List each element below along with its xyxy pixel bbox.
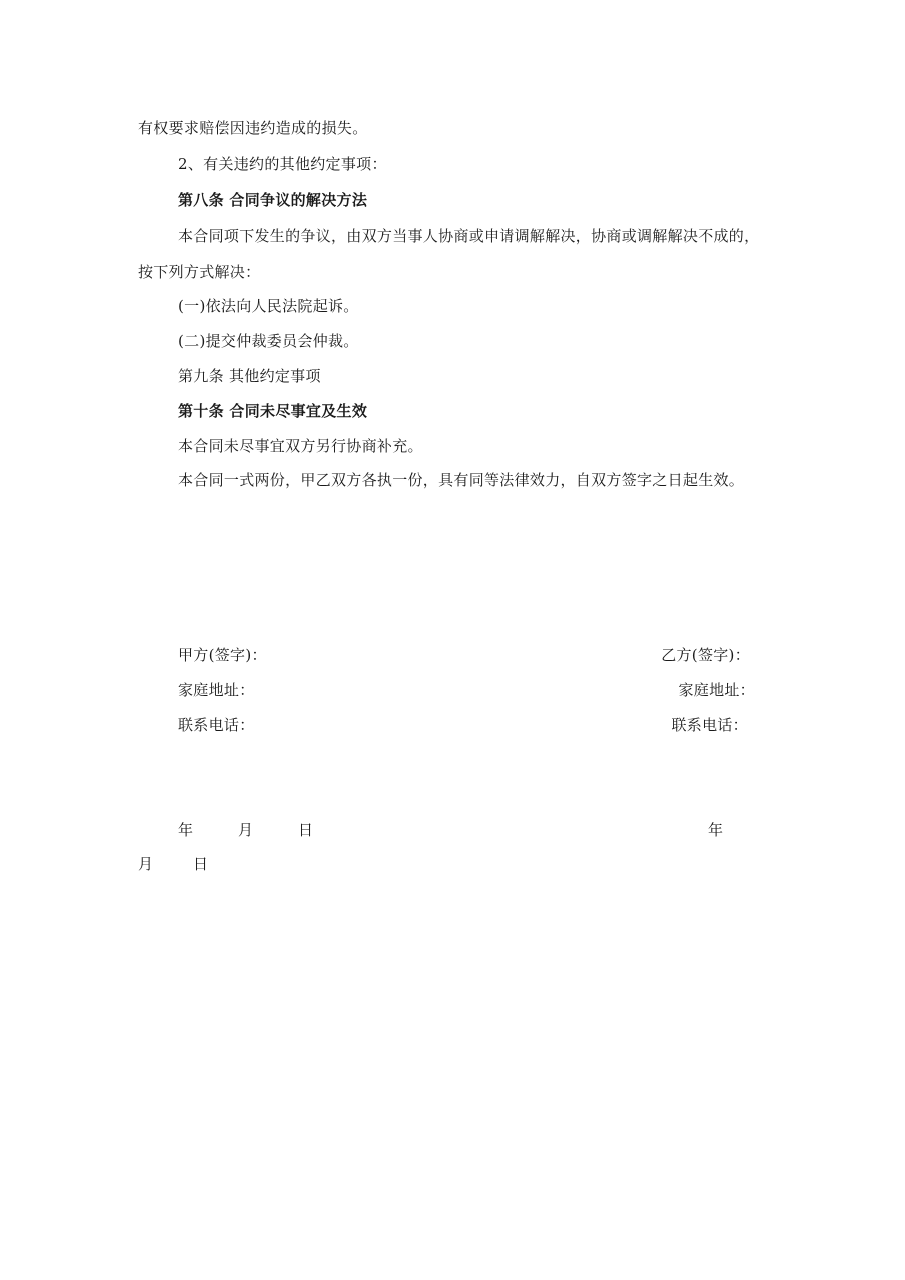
article-8-paragraph-line-1: 本合同项下发生的争议，由双方当事人协商或申请调解解决，协商或调解解决不成的， xyxy=(178,227,760,245)
party-b-phone-label: 联系电话： xyxy=(671,716,748,734)
article-10-paragraph-1: 本合同未尽事宜双方另行协商补充。 xyxy=(178,437,423,455)
party-b-date-year: 年 xyxy=(708,821,724,839)
article-8-option-1: (一)依法向人民法院起诉。 xyxy=(178,297,359,315)
article-10-paragraph-2: 本合同一式两份，甲乙双方各执一份，具有同等法律效力，自双方签字之日起生效。 xyxy=(178,471,745,489)
breach-item-2: 2、有关违约的其他约定事项： xyxy=(178,155,387,173)
article-8-heading: 第八条 合同争议的解决方法 xyxy=(178,191,368,209)
party-a-sign-label: 甲方(签字)： xyxy=(178,646,267,664)
party-b-address-label: 家庭地址： xyxy=(678,681,755,699)
party-a-date-month: 月 xyxy=(238,821,254,839)
party-a-address-label: 家庭地址： xyxy=(178,681,255,699)
party-a-date-year: 年 xyxy=(178,821,194,839)
article-8-option-2: (二)提交仲裁委员会仲裁。 xyxy=(178,332,359,350)
continuation-text: 有权要求赔偿因违约造成的损失。 xyxy=(138,119,368,137)
party-a-date-day: 日 xyxy=(298,821,314,839)
party-b-date-month: 月 xyxy=(138,855,154,873)
article-9-heading: 第九条 其他约定事项 xyxy=(178,367,321,385)
article-8-paragraph-line-2: 按下列方式解决： xyxy=(138,263,261,281)
party-b-date-day: 日 xyxy=(193,855,209,873)
party-b-sign-label: 乙方(签字)： xyxy=(661,646,750,664)
party-a-phone-label: 联系电话： xyxy=(178,716,255,734)
article-10-heading: 第十条 合同未尽事宜及生效 xyxy=(178,402,368,420)
